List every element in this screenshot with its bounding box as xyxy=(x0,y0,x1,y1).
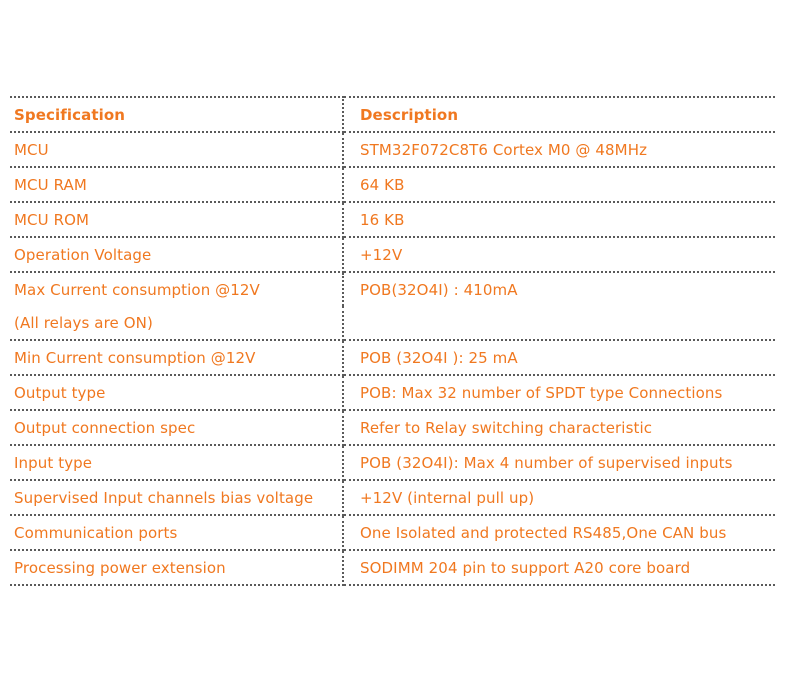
spec-cell: Processing power extension xyxy=(10,550,343,585)
desc-cell: 16 KB xyxy=(343,202,775,237)
table-row xyxy=(10,132,775,167)
table-row xyxy=(10,480,775,515)
spec-cell: MCU xyxy=(10,132,343,167)
table-row xyxy=(10,340,775,375)
spec-note-cell: (All relays are ON) xyxy=(10,306,343,340)
header-specification: Specification xyxy=(10,97,343,132)
desc-cell: Refer to Relay switching characteristic xyxy=(343,410,775,445)
desc-cell: 64 KB xyxy=(343,167,775,202)
table-row xyxy=(10,410,775,445)
table-row xyxy=(10,445,775,480)
spec-cell: MCU ROM xyxy=(10,202,343,237)
table-row xyxy=(10,375,775,410)
spec-cell: Max Current consumption @12V xyxy=(10,272,343,306)
spec-cell: Output type xyxy=(10,375,343,410)
spec-cell: Output connection spec xyxy=(10,410,343,445)
desc-cell: POB (32O4I): Max 4 number of supervised inputs xyxy=(343,445,775,480)
desc-cell: POB (32O4I ): 25 mA xyxy=(343,340,775,375)
table-header-row xyxy=(10,97,775,132)
table-row xyxy=(10,515,775,550)
desc-cell: SODIMM 204 pin to support A20 core board xyxy=(343,550,775,585)
table-row-note xyxy=(10,306,775,340)
spec-cell: Input type xyxy=(10,445,343,480)
spec-cell: Operation Voltage xyxy=(10,237,343,272)
table-row xyxy=(10,550,775,585)
spec-cell: Supervised Input channels bias voltage xyxy=(10,480,343,515)
desc-cell: One Isolated and protected RS485,One CAN bus xyxy=(343,515,775,550)
table-row xyxy=(10,202,775,237)
table-row xyxy=(10,272,775,306)
spec-cell: Communication ports xyxy=(10,515,343,550)
table-row xyxy=(10,167,775,202)
desc-cell: STM32F072C8T6 Cortex M0 @ 48MHz xyxy=(343,132,775,167)
spec-cell: Min Current consumption @12V xyxy=(10,340,343,375)
desc-empty-cell xyxy=(343,306,775,340)
desc-cell: +12V (internal pull up) xyxy=(343,480,775,515)
header-description: Description xyxy=(343,97,775,132)
desc-cell: POB: Max 32 number of SPDT type Connections xyxy=(343,375,775,410)
desc-cell: POB(32O4I) : 410mA xyxy=(343,272,775,306)
desc-cell: +12V xyxy=(343,237,775,272)
table-row xyxy=(10,237,775,272)
spec-cell: MCU RAM xyxy=(10,167,343,202)
specification-table xyxy=(10,96,775,586)
